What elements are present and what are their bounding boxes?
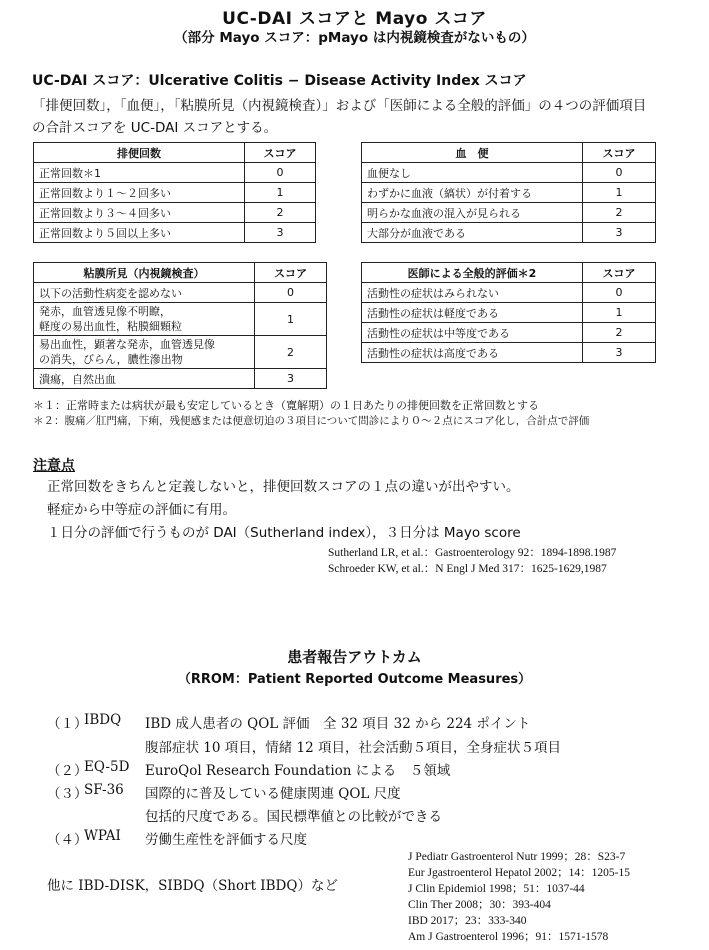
row-label: 正常回数＊1 (34, 163, 245, 183)
section-heading: UC-DAI スコア：Ulcerative Colitis − Disease Activity Index スコア (32, 73, 527, 89)
row-score: 1 (245, 183, 316, 203)
row-score: 3 (255, 369, 327, 389)
row-label: 正常回数より３～４回多い (34, 203, 245, 223)
table-row (362, 303, 656, 323)
row-score: 3 (583, 223, 656, 243)
row-label-line: 易出血性，顕著な発赤，血管透見像 (39, 338, 215, 351)
column-header: スコア (583, 263, 656, 283)
row-score: 0 (583, 283, 656, 303)
blood-in-stool-table (361, 142, 656, 243)
table-row (34, 183, 316, 203)
row-score: 1 (583, 303, 656, 323)
table-row (362, 183, 656, 203)
table-header-row (362, 143, 656, 163)
pro-item-desc: 国際的に普及している健康関連 QOL 尺度 (145, 786, 401, 802)
row-label (34, 303, 255, 336)
row-score: 2 (255, 336, 327, 369)
reference: Clin Ther 2008；30：393-404 (408, 899, 551, 911)
footnote-2: ＊２：腹痛／肛門痛，下痢，残便感または便意切迫の３項目について問診により０～２点にスコア化し，合計点で評価 (33, 415, 590, 427)
notes-line-2: 軽症から中等症の評価に有用。 (47, 502, 236, 518)
page-title: UC-DAI スコアと Mayo スコア (222, 9, 487, 29)
column-header: スコア (245, 143, 316, 163)
row-score: 3 (583, 343, 656, 363)
pro-item-number: （２） (47, 763, 88, 779)
row-label: 正常回数より１～２回多い (34, 183, 245, 203)
row-label-line: の消失，びらん，膿性滲出物 (39, 353, 183, 366)
pro-subtitle: （RROM：Patient Reported Outcome Measures） (177, 672, 532, 687)
table-row (34, 163, 316, 183)
column-header: スコア (255, 263, 327, 283)
table-row (362, 203, 656, 223)
row-label: 活動性の症状はみられない (362, 283, 583, 303)
row-score: 1 (255, 303, 327, 336)
pro-item-desc: 包括的尺度である。国民標準値との比較ができる (145, 809, 442, 825)
pro-item-desc: 腹部症状 10 項目，情緒 12 項目，社会活動５項目，全身症状５項目 (145, 740, 562, 756)
pro-title: 患者報告アウトカム (287, 648, 422, 666)
footnote-1: ＊１：正常時または病状が最も安定しているとき（寛解期）の１日あたりの排便回数を正常回数とする (33, 399, 539, 412)
row-label: 明らかな血液の混入が見られる (362, 203, 583, 223)
row-score: 0 (583, 163, 656, 183)
mucosal-findings-table (33, 262, 327, 389)
row-label: 以下の活動性病変を認めない (34, 283, 255, 303)
pro-item-number: （３） (47, 786, 88, 802)
row-label: 活動性の症状は高度である (362, 343, 583, 363)
column-header: 粘膜所見（内視鏡検査） (34, 263, 255, 283)
pro-item-number: （１） (47, 716, 88, 732)
physician-assessment-table (361, 262, 656, 363)
reference: J Pediatr Gastroenterol Nutr 1999；28：S23-7 (408, 851, 626, 863)
pro-other: 他に IBD-DISK，SIBDQ（Short IBDQ）など (47, 878, 338, 894)
notes-line-3: １日分の評価で行うものが DAI（Sutherland index），３日分は Mayo score (47, 525, 521, 541)
row-label: 活動性の症状は中等度である (362, 323, 583, 343)
row-label (34, 336, 255, 369)
table-row (34, 369, 327, 389)
row-score: 2 (583, 203, 656, 223)
row-label: 潰瘍，自然出血 (34, 369, 255, 389)
row-score: 2 (245, 203, 316, 223)
row-score: 2 (583, 323, 656, 343)
table-header-row (34, 263, 327, 283)
pro-item-name: IBDQ (84, 712, 122, 728)
reference: Am J Gastroenterol 1996；91：1571-1578 (408, 931, 609, 943)
row-label: 血便なし (362, 163, 583, 183)
table-row (34, 283, 327, 303)
table-header-row (34, 143, 316, 163)
pro-item-name: SF-36 (84, 782, 124, 798)
pro-item-desc: IBD 成人患者の QOL 評価 全 32 項目 32 から 224 ポイント (145, 716, 531, 732)
table-row (362, 343, 656, 363)
row-score: 1 (583, 183, 656, 203)
row-score: 0 (255, 283, 327, 303)
row-label-line: 軽度の易出血性，粘膜細顆粒 (39, 320, 182, 333)
pro-item-name: WPAI (84, 828, 121, 844)
table-row (34, 303, 327, 336)
table-row (34, 336, 327, 369)
reference: IBD 2017；23：333-340 (408, 915, 527, 927)
notes-line-1: 正常回数をきちんと定義しないと，排便回数スコアの１点の違いが出やすい。 (47, 479, 520, 495)
table-row (34, 223, 316, 243)
intro-line-1: 「排便回数」，「血便」，「粘膜所見（内視鏡検査）」および「医師による全般的評価」の４つの評価項目 (32, 98, 647, 114)
notes-heading: 注意点 (33, 458, 75, 474)
column-header: 排便回数 (34, 143, 245, 163)
column-header: 血 便 (362, 143, 583, 163)
row-label: わずかに血液（縞状）が付着する (362, 183, 583, 203)
reference: J Clin Epidemiol 1998；51：1037-44 (408, 883, 585, 895)
pro-item-desc: EuroQol Research Foundation による ５領域 (145, 763, 451, 779)
table-row (362, 323, 656, 343)
row-label: 正常回数より５回以上多い (34, 223, 245, 243)
row-label: 活動性の症状は軽度である (362, 303, 583, 323)
table-header-row (362, 263, 656, 283)
column-header: 医師による全般的評価＊2 (362, 263, 583, 283)
column-header: スコア (583, 143, 656, 163)
table-row (362, 223, 656, 243)
pro-item-desc: 労働生産性を評価する尺度 (145, 832, 307, 848)
stool-frequency-table (33, 142, 316, 243)
intro-line-2: の合計スコアを UC-DAI スコアとする。 (32, 120, 278, 136)
row-label: 大部分が血液である (362, 223, 583, 243)
pro-item-number: （４） (47, 832, 88, 848)
pro-item-name: EQ-5D (84, 759, 130, 775)
row-score: 3 (245, 223, 316, 243)
reference: Eur Jgastroenterol Hepatol 2002；14：1205-15 (408, 867, 630, 879)
reference: Schroeder KW, et al.：N Engl J Med 317：1625-1629,1987 (328, 563, 607, 575)
row-score: 0 (245, 163, 316, 183)
reference: Sutherland LR, et al.：Gastroenterology 92：1894-1898.1987 (328, 547, 617, 559)
table-row (362, 283, 656, 303)
row-label-line: 発赤，血管透見像不明瞭， (39, 305, 171, 318)
table-row (34, 203, 316, 223)
page-subtitle: （部分 Mayo スコア：pMayo は内視鏡検査がないもの） (174, 30, 535, 46)
table-row (362, 163, 656, 183)
